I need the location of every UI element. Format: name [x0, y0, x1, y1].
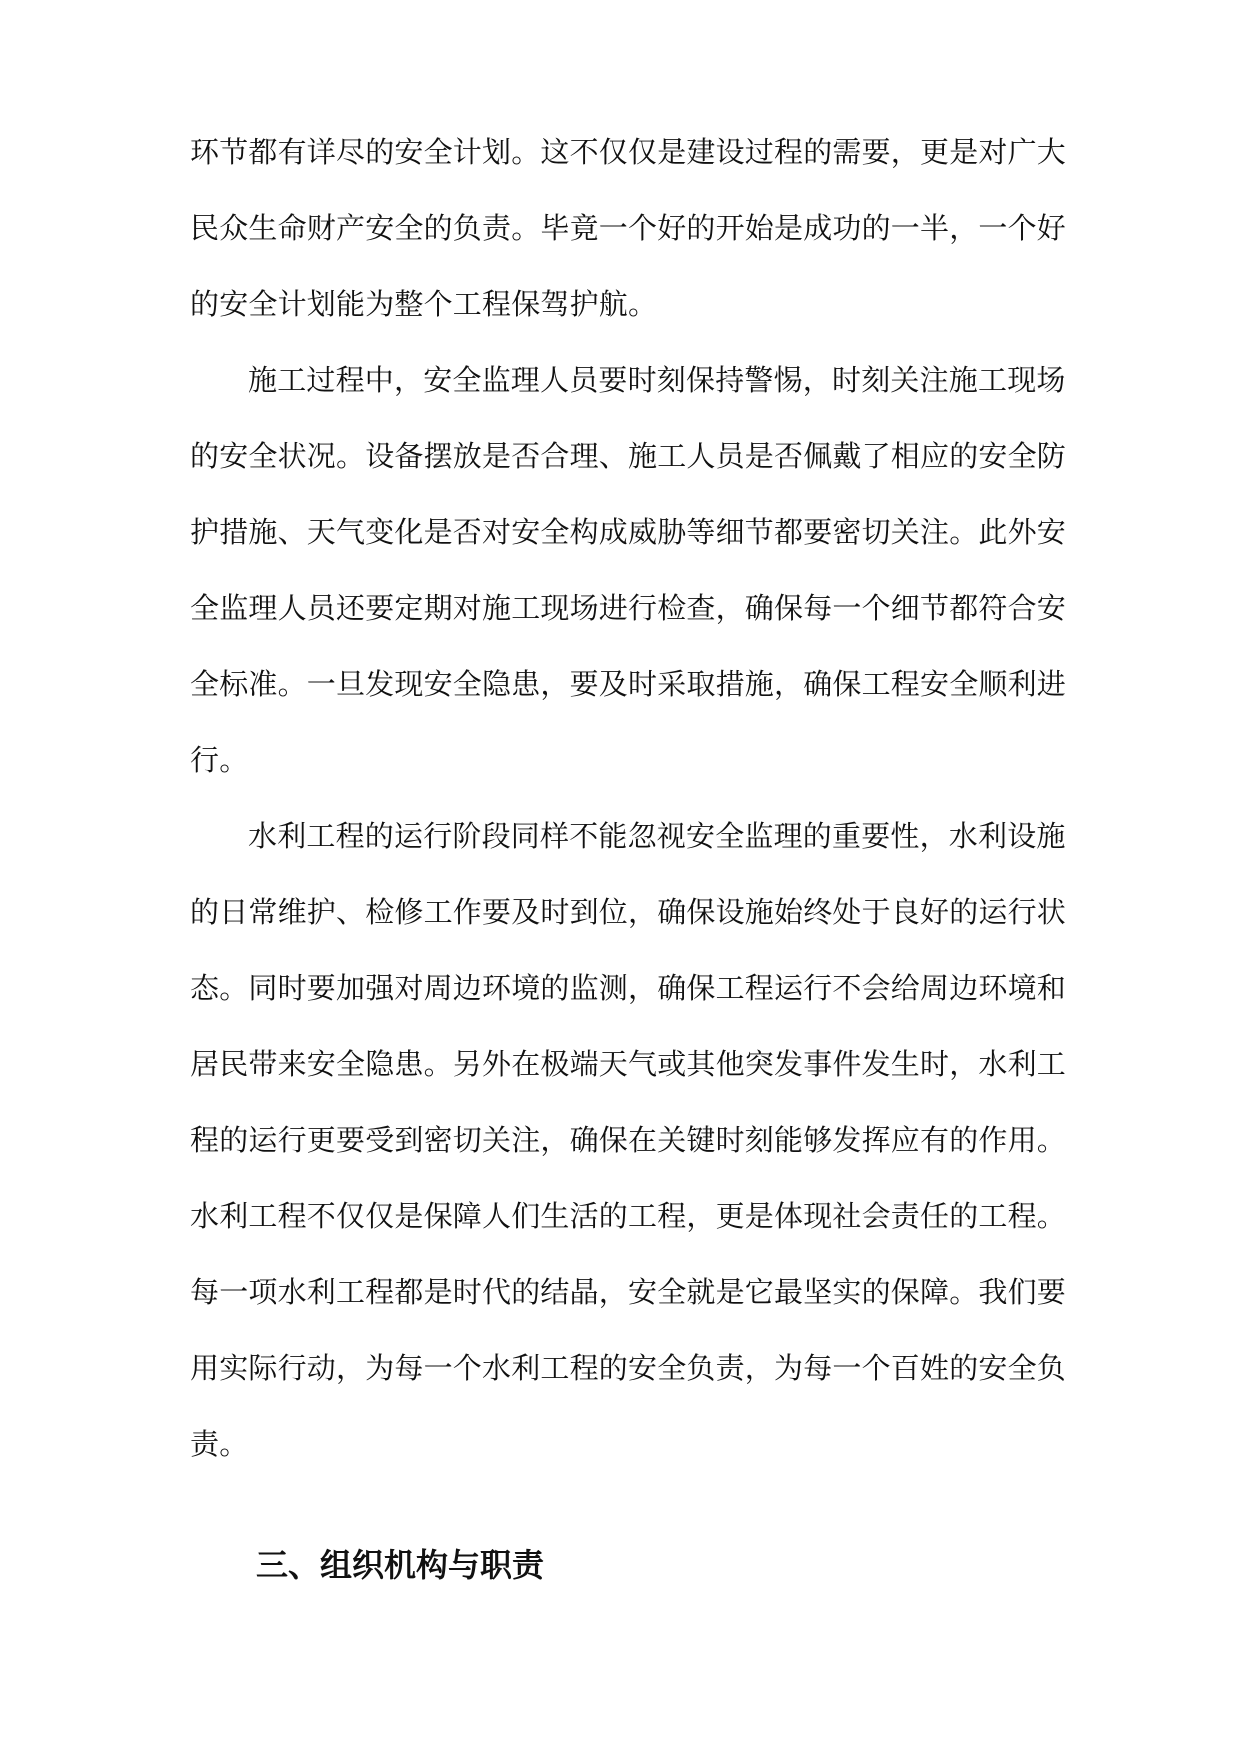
paragraph-2-line-5: 全标准。一旦发现安全隐患，要及时采取措施，确保工程安全顺利进	[190, 667, 1067, 701]
paragraph-3-line-7: 每一项水利工程都是时代的结晶，安全就是它最坚实的保障。我们要	[190, 1275, 1067, 1309]
paragraph-3-line-1: 水利工程的运行阶段同样不能忽视安全监理的重要性，水利设施	[248, 819, 1066, 853]
paragraph-3-line-3: 态。同时要加强对周边环境的监测，确保工程运行不会给周边环境和	[190, 971, 1067, 1005]
paragraph-2-line-6: 行。	[190, 743, 249, 777]
paragraph-2-line-4: 全监理人员还要定期对施工现场进行检查，确保每一个细节都符合安	[190, 591, 1067, 625]
paragraph-1-line-1: 环节都有详尽的安全计划。这不仅仅是建设过程的需要，更是对广大	[190, 135, 1067, 169]
paragraph-2-line-3: 护措施、天气变化是否对安全构成威胁等细节都要密切关注。此外安	[190, 515, 1067, 549]
paragraph-3-line-4: 居民带来安全隐患。另外在极端天气或其他突发事件发生时，水利工	[190, 1047, 1067, 1081]
paragraph-3-line-6: 水利工程不仅仅是保障人们生活的工程，更是体现社会责任的工程。	[190, 1199, 1067, 1233]
paragraph-3-line-8: 用实际行动，为每一个水利工程的安全负责，为每一个百姓的安全负	[190, 1351, 1067, 1385]
paragraph-3-line-9: 责。	[190, 1427, 249, 1461]
paragraph-3-line-2: 的日常维护、检修工作要及时到位，确保设施始终处于良好的运行状	[190, 895, 1067, 929]
paragraph-2-line-2: 的安全状况。设备摆放是否合理、施工人员是否佩戴了相应的安全防	[190, 439, 1067, 473]
paragraph-2-line-1: 施工过程中，安全监理人员要时刻保持警惕，时刻关注施工现场	[248, 363, 1066, 397]
paragraph-1-line-3: 的安全计划能为整个工程保驾护航。	[190, 287, 658, 321]
paragraph-3-line-5: 程的运行更要受到密切关注，确保在关键时刻能够发挥应有的作用。	[190, 1123, 1067, 1157]
paragraph-1-line-2: 民众生命财产安全的负责。毕竟一个好的开始是成功的一半，一个好	[190, 211, 1067, 245]
section-heading: 三、组织机构与职责	[256, 1546, 545, 1584]
